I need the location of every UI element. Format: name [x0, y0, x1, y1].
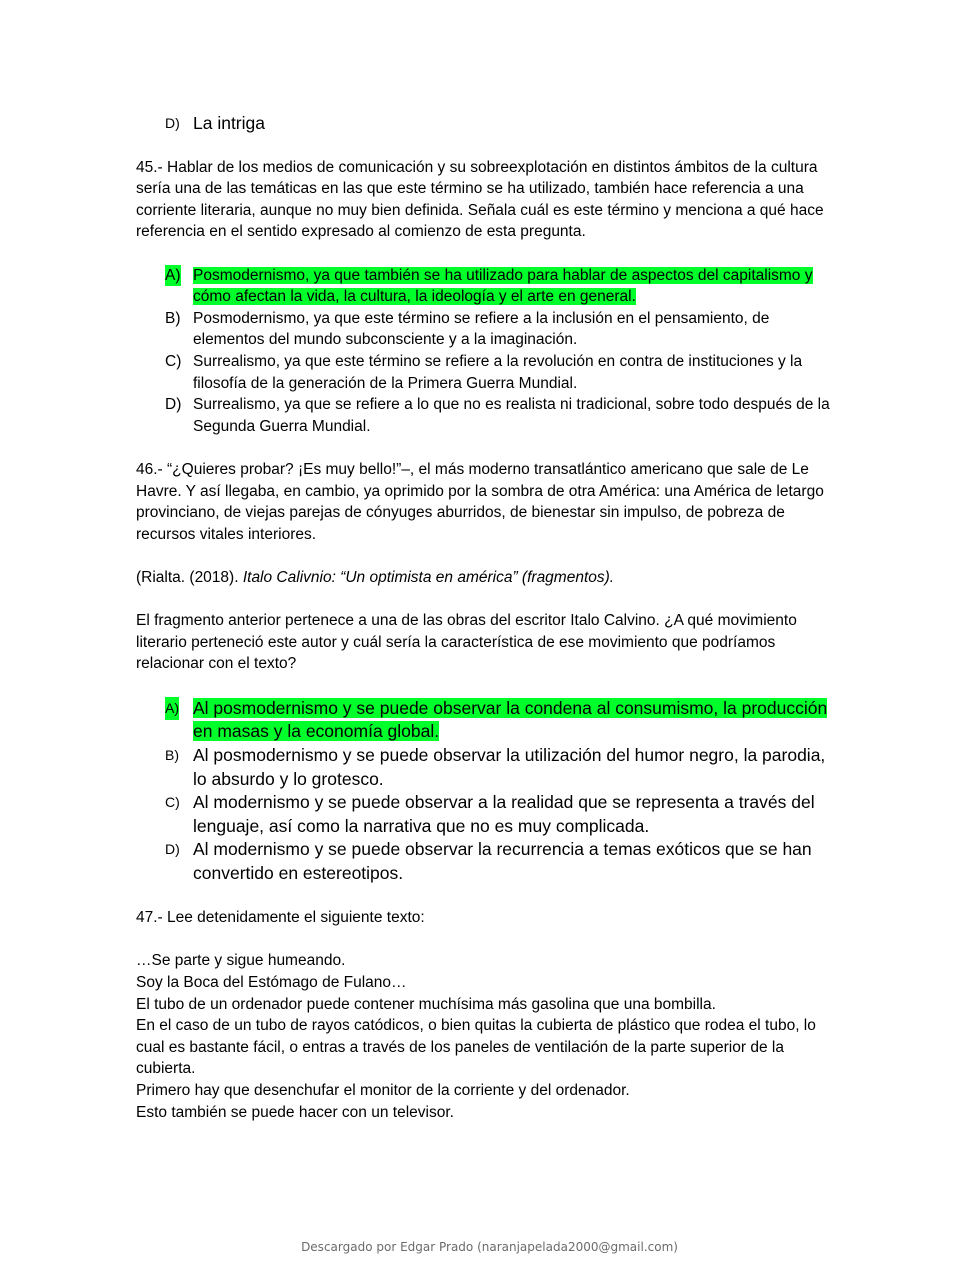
option-letter: B) [165, 747, 179, 764]
q47-line: …Se parte y sigue humeando. [136, 952, 346, 970]
option-text-highlighted: Posmodernismo, ya que también se ha utilizado para hablar de aspectos del capitalismo y cómo afectan la vida, la cultura, la ideología y el arte en general. [193, 266, 813, 306]
q46-option-b [136, 744, 841, 791]
option-text: Surrealismo, ya que se refiere a lo que no es realista ni tradicional, sobre todo después de la Segunda Guerra Mundial. [193, 396, 830, 435]
q45-option-c [136, 351, 841, 394]
q47-line: Primero hay que desenchufar el monitor de la corriente y del ordenador. [136, 1081, 630, 1099]
q45-option-d [136, 394, 841, 437]
option-text: La intriga [193, 113, 265, 133]
document-page [136, 112, 841, 1123]
option-text: Al posmodernismo y se puede observar la utilización del humor negro, la parodia, lo absurdo y lo grotesco. [193, 745, 826, 789]
q46-stem: 46.- “¿Quieres probar? ¡Es muy bello!”–, el más moderno transatlántico americano que sale de Le Havre. Y así llegaba, en cambio, ya oprimido por la sombra de otra América: una América de letargo provinciano, de viejas parejas de cónyuges aburridos, de bienestar sin impulso, de pobreza de recursos vitales interiores. [136, 460, 824, 543]
option-text-highlighted: Al posmodernismo y se puede observar la condena al consumismo, la producción en masas y la economía global. [193, 697, 828, 742]
option-letter: D) [165, 396, 182, 414]
option-letter: D) [165, 841, 180, 858]
option-letter: A) [165, 265, 181, 287]
q45-option-b [136, 308, 841, 351]
option-text: Al modernismo y se puede observar a la realidad que se representa a través del lenguaje, así como la narrativa que no es muy complicada. [193, 792, 815, 836]
q46-option-c [136, 791, 841, 838]
q47-line: Soy la Boca del Estómago de Fulano… [136, 973, 407, 991]
option-letter: C) [165, 352, 182, 370]
q47-line: El tubo de un ordenador puede contener muchísima más gasolina que una bombilla. [136, 995, 716, 1013]
citation-prefix: (Rialta. (2018). [136, 568, 243, 586]
download-footer: Descargado por Edgar Prado (naranjapelada2000@gmail.com) [301, 1240, 678, 1254]
q45-stem: 45.- Hablar de los medios de comunicación y su sobreexplotación en distintos ámbitos de la cultura sería una de las temáticas en las que este término se ha utilizado, también hace referencia a una corriente literaria, aunque no muy bien definida. Señala cuál es este término y menciona a qué hace referencia en el sentido expresado al comienzo de esta pregunta. [136, 158, 824, 241]
option-letter: C) [165, 794, 180, 811]
q46-question: El fragmento anterior pertenece a una de las obras del escritor Italo Calvino. ¿A qué movimiento literario perteneció este autor y cuál sería la característica de ese movimiento que podríamos relacionar con el texto? [136, 612, 797, 673]
q47-line: En el caso de un tubo de rayos catódicos, o bien quitas la cubierta de plástico que rodea el tubo, lo cual es bastante fácil, o entras a través de los paneles de ventilación de la parte superior de la cubierta. [136, 1017, 816, 1078]
q47-line: Esto también se puede hacer con un televisor. [136, 1103, 454, 1121]
option-text: Surrealismo, ya que este término se refiere a la revolución en contra de instituciones y la filosofía de la generación de la Primera Guerra Mundial. [193, 352, 803, 392]
q46-option-d [136, 838, 841, 885]
option-text: Posmodernismo, ya que este término se refiere a la inclusión en el pensamiento, de elementos del mundo subconsciente y a la imaginación. [193, 309, 770, 349]
option-text: Al modernismo y se puede observar la recurrencia a temas exóticos que se han convertido en estereotipos. [193, 839, 812, 883]
q46-option-a [136, 697, 841, 744]
prev-option-d [136, 112, 841, 135]
option-letter: D) [165, 115, 180, 131]
option-letter: B) [165, 309, 181, 327]
q47-stem: 47.- Lee detenidamente el siguiente texto: [136, 909, 425, 927]
q45-option-a [136, 265, 841, 308]
citation-title: Italo Calivnio: “Un optimista en américa” (fragmentos). [242, 568, 615, 586]
q46-citation [136, 567, 841, 589]
option-letter: A) [165, 697, 179, 721]
